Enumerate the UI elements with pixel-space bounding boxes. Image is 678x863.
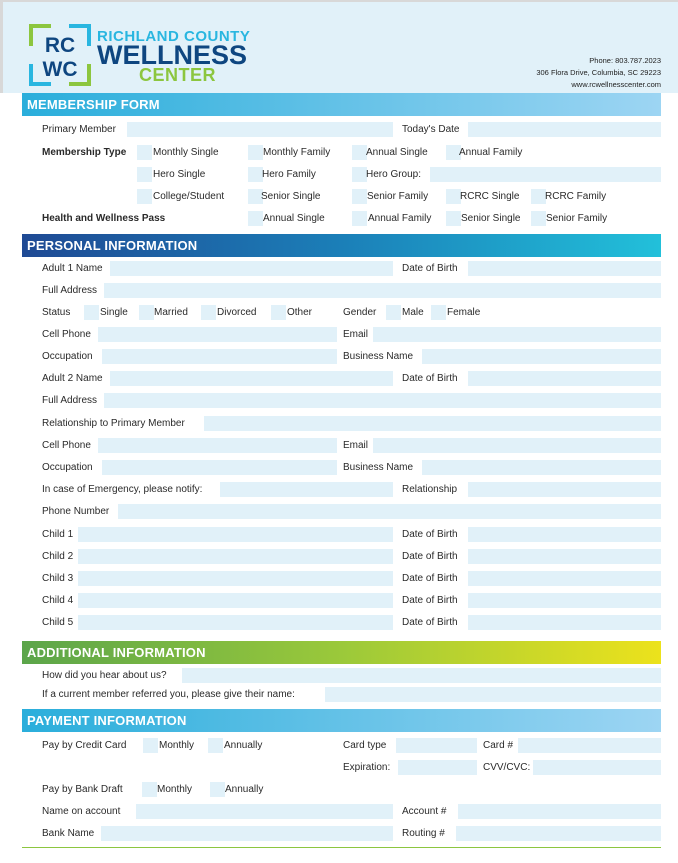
checkbox-annual-single[interactable] — [352, 145, 367, 160]
label: Single — [100, 307, 128, 318]
rcwc-logo — [29, 24, 91, 86]
checkbox-hwp-annual-single[interactable] — [248, 211, 263, 226]
adult1-name-input[interactable] — [110, 261, 393, 276]
contact-info — [536, 55, 661, 91]
label: How did you hear about us? — [42, 670, 167, 681]
primary-member-row — [0, 122, 678, 138]
referrer-input[interactable] — [325, 687, 661, 702]
checkbox-college-student[interactable] — [137, 189, 152, 204]
label: Child 2 — [42, 551, 74, 562]
name-on-account-input[interactable] — [136, 804, 393, 819]
label: Date of Birth — [402, 595, 458, 606]
label: Annual Single — [263, 213, 325, 224]
emergency-row — [0, 482, 678, 498]
adult1-occupation-input[interactable] — [102, 349, 337, 364]
label: Date of Birth — [402, 373, 458, 384]
label: Married — [154, 307, 188, 318]
adult2-cell-input[interactable] — [98, 438, 337, 453]
bank-name-input[interactable] — [101, 826, 393, 841]
hero-group-input[interactable] — [430, 167, 661, 182]
checkbox-monthly-family[interactable] — [248, 145, 263, 160]
label: Occupation — [42, 351, 93, 362]
label: Account # — [402, 806, 447, 817]
todays-date-input[interactable] — [468, 122, 661, 137]
label: If a current member referred you, please give their name: — [42, 689, 295, 700]
label: Hero Family — [262, 169, 316, 180]
status-gender-row — [0, 305, 678, 321]
label: Senior Single — [261, 191, 321, 202]
label: Status — [42, 307, 71, 318]
bank-draft-row — [0, 782, 678, 798]
checkbox-credit-annually[interactable] — [208, 738, 223, 753]
adult2-email-input[interactable] — [373, 438, 661, 453]
adult1-email-input[interactable] — [373, 327, 661, 342]
label: Gender — [343, 307, 377, 318]
checkbox-senior-family[interactable] — [352, 189, 367, 204]
checkbox-hwp-annual-family[interactable] — [352, 211, 367, 226]
child3-name-input[interactable] — [78, 571, 393, 586]
emergency-contact-input[interactable] — [220, 482, 393, 497]
adult2-address-input[interactable] — [104, 393, 661, 408]
child2-dob-input[interactable] — [468, 549, 661, 564]
checkbox-single[interactable] — [84, 305, 99, 320]
adult2-occupation-input[interactable] — [102, 460, 337, 475]
child-row — [0, 593, 678, 609]
label: Senior Family — [367, 191, 429, 202]
label: Occupation — [42, 462, 93, 473]
adult1-address-row — [0, 283, 678, 299]
org-name-line1: RICHLAND COUNTY — [97, 28, 251, 45]
bank-name-row — [0, 826, 678, 842]
additional-information-header: ADDITIONAL INFORMATION — [22, 641, 661, 664]
personal-information-header: PERSONAL INFORMATION — [22, 234, 661, 257]
label: Date of Birth — [402, 529, 458, 540]
label: Other — [287, 307, 313, 318]
label: Annual Family — [459, 147, 523, 158]
label: Full Address — [42, 285, 98, 296]
label: Date of Birth — [402, 617, 458, 628]
label: Monthly Family — [263, 147, 331, 158]
checkbox-divorced[interactable] — [201, 305, 216, 320]
label: Child 3 — [42, 573, 74, 584]
adult1-cell-input[interactable] — [98, 327, 337, 342]
label: RCRC Family — [545, 191, 607, 202]
checkbox-male[interactable] — [386, 305, 401, 320]
footer-divider — [22, 847, 661, 848]
label: Child 1 — [42, 529, 74, 540]
checkbox-married[interactable] — [139, 305, 154, 320]
label: Hero Single — [153, 169, 206, 180]
label: College/Student — [153, 191, 225, 202]
label: Routing # — [402, 828, 445, 839]
checkbox-hero-group[interactable] — [352, 167, 367, 182]
label: Phone Number — [42, 506, 110, 517]
phone: Phone: 803.787.2023 — [589, 56, 661, 65]
label: Full Address — [42, 395, 98, 406]
label: Email — [343, 329, 369, 340]
label: Relationship — [402, 484, 458, 495]
child1-name-input[interactable] — [78, 527, 393, 542]
adult1-address-input[interactable] — [104, 283, 661, 298]
membership-hero-row — [0, 167, 678, 183]
child1-dob-input[interactable] — [468, 527, 661, 542]
checkbox-hwp-senior-single[interactable] — [446, 211, 461, 226]
label: Name on account — [42, 806, 121, 817]
label: CVV/CVC: — [483, 762, 531, 773]
label: Business Name — [343, 462, 414, 473]
svg-text:WC: WC — [42, 58, 78, 81]
checkbox-monthly-single[interactable] — [137, 145, 152, 160]
expiration-input[interactable] — [398, 760, 477, 775]
membership-form-header: MEMBERSHIP FORM — [22, 93, 661, 116]
child3-dob-input[interactable] — [468, 571, 661, 586]
label: Senior Family — [546, 213, 608, 224]
label: Hero Group: — [366, 169, 422, 180]
label: Health and Wellness Pass — [42, 213, 166, 224]
account-row — [0, 804, 678, 820]
svg-text:RC: RC — [44, 34, 76, 57]
adult2-address-row — [0, 393, 678, 409]
card-number-input[interactable] — [518, 738, 661, 753]
child2-name-input[interactable] — [78, 549, 393, 564]
child-row — [0, 571, 678, 587]
adult2-dob-input[interactable] — [468, 371, 661, 386]
checkbox-female[interactable] — [431, 305, 446, 320]
account-number-input[interactable] — [458, 804, 661, 819]
adult1-dob-input[interactable] — [468, 261, 661, 276]
child-row — [0, 527, 678, 543]
org-name-line3: CENTER — [139, 65, 217, 85]
label: Annually — [225, 784, 264, 795]
label: Date of Birth — [402, 573, 458, 584]
label: Annual Single — [366, 147, 428, 158]
referred-row — [0, 687, 678, 703]
label: Bank Name — [42, 828, 95, 839]
primary-member-input[interactable] — [127, 122, 393, 137]
label: Primary Member — [42, 124, 116, 135]
label: Email — [343, 440, 369, 451]
adult1-occupation-row — [0, 349, 678, 365]
label: Annually — [224, 740, 263, 751]
label: Membership Type — [42, 147, 127, 158]
letterhead — [0, 0, 678, 93]
adult1-business-input[interactable] — [422, 349, 661, 364]
label: Pay by Bank Draft — [42, 784, 123, 795]
checkbox-rcrc-single[interactable] — [446, 189, 461, 204]
checkbox-hero-single[interactable] — [137, 167, 152, 182]
label: Annual Family — [368, 213, 432, 224]
address: 306 Flora Drive, Columbia, SC 29223 — [536, 68, 661, 77]
label: Male — [402, 307, 424, 318]
relationship-primary-input[interactable] — [204, 416, 661, 431]
label: Card type — [343, 740, 387, 751]
label: Date of Birth — [402, 263, 458, 274]
label: Monthly — [159, 740, 195, 751]
child-row — [0, 615, 678, 631]
cvv-input[interactable] — [533, 760, 661, 775]
label: Today's Date — [402, 124, 460, 135]
wellness-pass-row — [0, 211, 678, 227]
label: Monthly — [157, 784, 193, 795]
checkbox-hero-family[interactable] — [248, 167, 263, 182]
checkbox-hwp-senior-family[interactable] — [531, 211, 546, 226]
emergency-phone-input[interactable] — [118, 504, 661, 519]
label: Card # — [483, 740, 514, 751]
adult2-name-input[interactable] — [110, 371, 393, 386]
label: Relationship to Primary Member — [42, 418, 185, 429]
label: Adult 2 Name — [42, 373, 103, 384]
credit-card-row — [0, 738, 678, 754]
label: Female — [447, 307, 481, 318]
label: Adult 1 Name — [42, 263, 103, 274]
label: Cell Phone — [42, 329, 91, 340]
hear-about-row — [0, 668, 678, 684]
label: In case of Emergency, please notify: — [42, 484, 203, 495]
emergency-relationship-input[interactable] — [468, 482, 661, 497]
adult2-contact-row — [0, 438, 678, 454]
hear-about-input[interactable] — [182, 668, 661, 683]
checkbox-other[interactable] — [271, 305, 286, 320]
label: Senior Single — [461, 213, 521, 224]
child4-name-input[interactable] — [78, 593, 393, 608]
label: Date of Birth — [402, 551, 458, 562]
label: Child 4 — [42, 595, 74, 606]
child5-name-input[interactable] — [78, 615, 393, 630]
adult2-occupation-row — [0, 460, 678, 476]
label: Monthly Single — [153, 147, 219, 158]
relationship-primary-row — [0, 416, 678, 432]
checkbox-bank-monthly[interactable] — [142, 782, 157, 797]
phone-number-row — [0, 504, 678, 520]
org-name-line2: WELLNESS — [97, 40, 248, 70]
label: Cell Phone — [42, 440, 91, 451]
label: Business Name — [343, 351, 414, 362]
child4-dob-input[interactable] — [468, 593, 661, 608]
expiration-row — [0, 760, 678, 776]
adult2-row — [0, 371, 678, 387]
checkbox-credit-monthly[interactable] — [143, 738, 158, 753]
label: Pay by Credit Card — [42, 740, 127, 751]
routing-number-input[interactable] — [456, 826, 661, 841]
adult2-business-input[interactable] — [422, 460, 661, 475]
membership-type-row — [0, 145, 678, 161]
label: Divorced — [217, 307, 257, 318]
website[interactable]: www.rcwellnesscenter.com — [571, 80, 661, 89]
label: Child 5 — [42, 617, 74, 628]
card-type-input[interactable] — [396, 738, 477, 753]
child5-dob-input[interactable] — [468, 615, 661, 630]
checkbox-rcrc-family[interactable] — [531, 189, 546, 204]
label: Expiration: — [343, 762, 391, 773]
membership-senior-row — [0, 189, 678, 205]
label: RCRC Single — [460, 191, 520, 202]
child-row — [0, 549, 678, 565]
adult1-row — [0, 261, 678, 277]
adult1-contact-row — [0, 327, 678, 343]
payment-information-header: PAYMENT INFORMATION — [22, 709, 661, 732]
checkbox-bank-annually[interactable] — [210, 782, 225, 797]
